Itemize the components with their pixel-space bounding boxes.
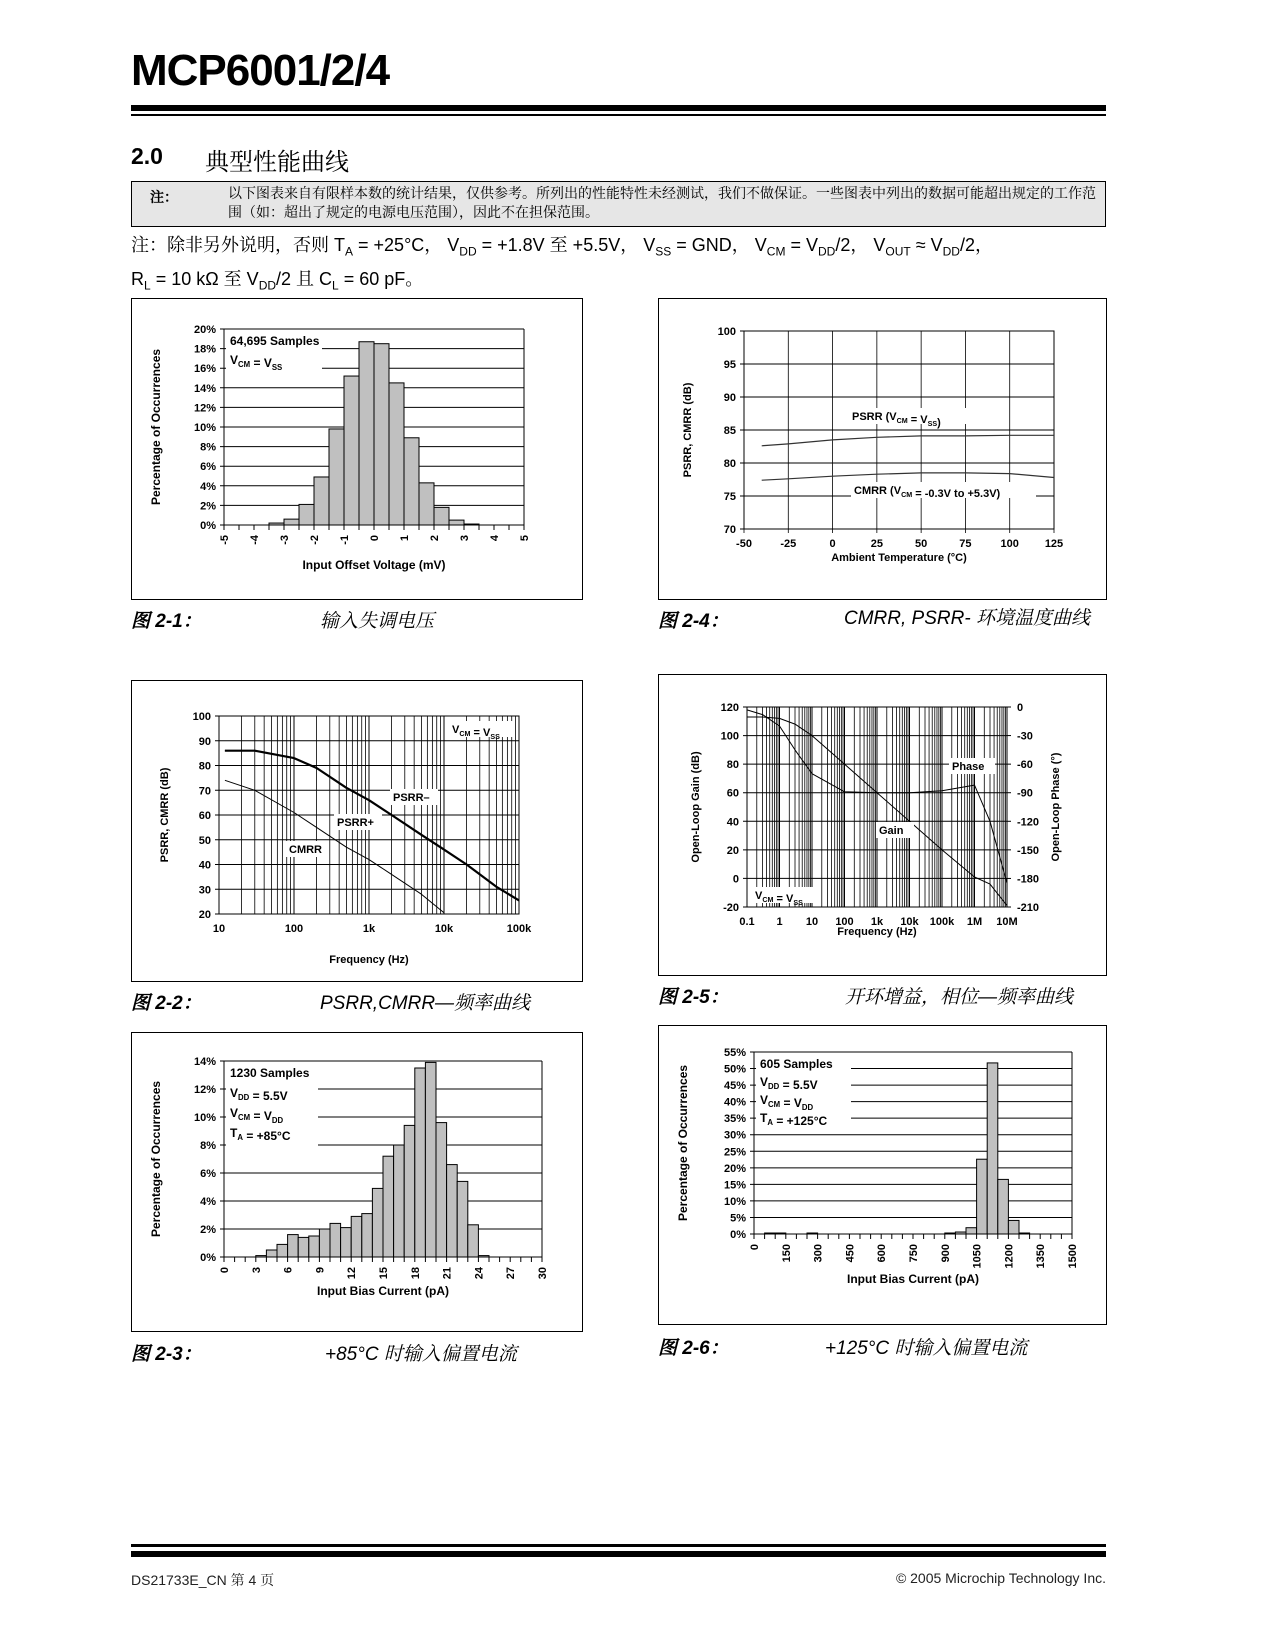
svg-text:TA = +125°C: $T_A = +125^\circ C$ <box>760 1111 828 1128</box>
svg-text:-60: -60 <box>1017 759 1033 772</box>
svg-text:50: 50 <box>915 538 928 550</box>
figure-2-5-label: 图 2-5： <box>658 987 729 1008</box>
svg-text:10k: 10k <box>434 923 454 935</box>
svg-text:-90: -90 <box>1017 787 1033 800</box>
header-rule-thick <box>131 105 1106 111</box>
svg-text:0: 0 <box>749 1244 761 1251</box>
svg-text:30: 30 <box>198 884 211 897</box>
chart-input-bias-85c <box>132 1033 582 1331</box>
svg-text:50%: 50% <box>723 1063 746 1076</box>
svg-text:-50: -50 <box>736 538 752 550</box>
test-conditions <box>131 232 1106 299</box>
conditions-line-1: 注：除非另外说明，否则 $T_A = +25^\circ C$， $V_{DD} = +1.8V$ 至 +5.5V， $V_{SS}$ = GND， $V_{CM} = V_{DD}/2$， $V_{OUT} \approx V_{DD}/2$， <box>131 235 993 259</box>
svg-text:0: 0 <box>369 535 381 542</box>
figure-2-2-label: 图 2-2： <box>131 993 202 1014</box>
note-text: 以下图表来自有限样本数的统计结果，仅供参考。所列出的性能特性未经测试，我们不做保证。一些图表中列出的数据可能超出规定的工作范围（如：超出了规定的电源电压范围），因此不在担保范围。 <box>228 186 1096 221</box>
svg-text:16%: 16% <box>193 363 216 376</box>
svg-text:1k: 1k <box>362 923 376 935</box>
svg-text:8%: 8% <box>200 1140 216 1152</box>
svg-text:5: 5 <box>519 535 531 542</box>
svg-text:9: 9 <box>314 1267 327 1274</box>
figure-2-6-caption: +125°C 时输入偏置电流 <box>825 1338 1028 1359</box>
svg-text:Percentage of Occurrences: Percentage of Occurrences <box>149 348 163 506</box>
svg-text:20%: 20% <box>723 1162 746 1175</box>
svg-text:Gain: Gain <box>879 825 904 837</box>
svg-text:-4: -4 <box>249 535 261 545</box>
footer-rule-thin <box>131 1544 1106 1547</box>
svg-text:4: 4 <box>489 535 501 542</box>
svg-text:-20: -20 <box>723 902 739 914</box>
svg-text:0: 0 <box>1017 702 1024 714</box>
svg-text:605 Samples: 605 Samples <box>760 1057 833 1071</box>
footer-rule-thick <box>131 1551 1106 1557</box>
svg-text:Percentage of Occurrences: Percentage of Occurrences <box>149 1080 163 1238</box>
svg-text:1200: 1200 <box>1003 1244 1016 1269</box>
svg-text:60: 60 <box>198 810 211 822</box>
svg-text:55%: 55% <box>723 1047 746 1059</box>
svg-text:450: 450 <box>844 1244 857 1263</box>
svg-text:Frequency (Hz): Frequency (Hz) <box>837 926 917 938</box>
svg-text:0%: 0% <box>200 520 216 532</box>
svg-text:750: 750 <box>908 1244 920 1263</box>
svg-text:VDD = 5.5V: $V_{DD} = 5.5V$ <box>760 1075 818 1092</box>
svg-text:1k: 1k <box>870 916 884 928</box>
chart-open-loop-gain-phase <box>659 675 1106 975</box>
svg-text:0: 0 <box>732 873 739 886</box>
svg-text:25: 25 <box>870 538 883 550</box>
svg-text:85: 85 <box>723 425 736 437</box>
svg-text:-3: -3 <box>279 535 291 545</box>
svg-text:VCM = VDD: $V_{CM} = V_{DD}$ <box>230 1106 284 1125</box>
svg-text:-30: -30 <box>1017 730 1033 743</box>
svg-text:20: 20 <box>726 844 739 857</box>
svg-text:4%: 4% <box>200 480 216 493</box>
svg-text:CMRR: CMRR <box>289 844 322 856</box>
svg-text:6%: 6% <box>200 461 216 474</box>
svg-text:6%: 6% <box>200 1168 216 1180</box>
svg-text:PSRR, CMRR (dB): PSRR, CMRR (dB) <box>682 382 694 478</box>
svg-text:VCM = VSS: $V_{CM} = V_{SS}$ <box>230 353 283 372</box>
chart-input-bias-125c <box>659 1026 1106 1324</box>
svg-text:64,695 Samples: 64,695 Samples <box>230 334 320 348</box>
svg-text:0.1: 0.1 <box>739 916 755 928</box>
svg-text:0%: 0% <box>730 1229 746 1241</box>
svg-text:6: 6 <box>282 1267 295 1274</box>
svg-text:-5: -5 <box>219 535 231 545</box>
svg-text:10: 10 <box>805 916 819 928</box>
svg-text:0%: 0% <box>200 1252 216 1264</box>
svg-text:100: 100 <box>1000 538 1019 550</box>
svg-text:TA = +85°C: $T_A = +85^\circ C$ <box>230 1126 291 1143</box>
svg-text:125: 125 <box>1044 538 1064 550</box>
svg-text:Input Bias Current (pA): Input Bias Current (pA) <box>847 1272 979 1286</box>
figure-2-3-label: 图 2-3： <box>131 1344 202 1365</box>
note-label: 注： <box>150 190 178 206</box>
svg-text:90: 90 <box>723 392 736 404</box>
svg-text:20%: 20% <box>193 324 216 336</box>
svg-text:300: 300 <box>812 1244 825 1263</box>
svg-text:100: 100 <box>720 730 739 743</box>
svg-text:40: 40 <box>726 816 739 829</box>
svg-text:70: 70 <box>723 524 736 536</box>
svg-text:12%: 12% <box>193 402 216 415</box>
svg-text:Input Bias Current (pA): Input Bias Current (pA) <box>317 1284 449 1298</box>
svg-text:Phase: Phase <box>952 761 985 773</box>
svg-text:14%: 14% <box>193 382 216 395</box>
figure-2-3-caption: +85°C 时输入偏置电流 <box>325 1344 517 1365</box>
svg-text:12: 12 <box>346 1267 359 1280</box>
conditions-line-2: $R_L = 10$ kΩ 至 $V_{DD}/2$ 且 $C_L = 60$ pF。 <box>131 268 424 293</box>
svg-text:150: 150 <box>780 1244 793 1263</box>
svg-text:10%: 10% <box>193 1112 216 1124</box>
svg-text:100k: 100k <box>929 916 955 928</box>
svg-text:20: 20 <box>198 909 211 921</box>
svg-text:90: 90 <box>198 735 211 748</box>
chart-psrr-cmrr-frequency <box>132 681 582 981</box>
svg-text:10k: 10k <box>900 916 919 928</box>
svg-text:10%: 10% <box>193 422 216 434</box>
svg-text:12%: 12% <box>193 1084 216 1096</box>
svg-text:PSRR+: PSRR+ <box>337 817 374 829</box>
svg-text:PSRR, CMRR (dB): PSRR, CMRR (dB) <box>159 767 171 863</box>
svg-text:4%: 4% <box>200 1196 216 1208</box>
svg-text:70: 70 <box>198 785 211 798</box>
svg-text:24: 24 <box>473 1267 486 1280</box>
svg-text:40: 40 <box>198 859 211 872</box>
svg-text:100k: 100k <box>506 923 532 935</box>
figure-2-2-frame <box>131 680 583 982</box>
figure-2-1-label: 图 2-1： <box>131 611 202 632</box>
svg-text:1M: 1M <box>966 916 983 928</box>
figure-2-1-caption: 输入失调电压 <box>320 611 435 632</box>
svg-text:-210: -210 <box>1017 902 1040 914</box>
svg-text:Input Offset Voltage (mV): Input Offset Voltage (mV) <box>302 558 446 572</box>
note-box <box>131 181 1106 227</box>
chart-input-offset-voltage <box>132 299 582 599</box>
svg-text:100: 100 <box>835 916 854 928</box>
svg-text:15%: 15% <box>723 1179 746 1192</box>
svg-text:3: 3 <box>459 535 471 542</box>
svg-text:10M: 10M <box>996 916 1018 928</box>
svg-text:25%: 25% <box>723 1146 746 1159</box>
svg-text:80: 80 <box>726 759 739 772</box>
svg-text:600: 600 <box>876 1244 889 1263</box>
section-title: 典型性能曲线 <box>205 148 349 176</box>
svg-text:5%: 5% <box>730 1212 746 1225</box>
footer-copyright: © 2005 Microchip Technology Inc. <box>895 1570 1106 1586</box>
svg-text:VCM = VDD: $V_{CM} = V_{DD}$ <box>760 1093 814 1112</box>
svg-text:Percentage of Occurrences: Percentage of Occurrences <box>676 1064 690 1222</box>
header-rule-thin <box>131 114 1106 116</box>
svg-text:15: 15 <box>378 1267 390 1280</box>
svg-text:2%: 2% <box>200 500 216 513</box>
figure-2-5-frame <box>658 674 1107 976</box>
svg-text:8%: 8% <box>200 441 216 454</box>
svg-text:-120: -120 <box>1017 816 1040 829</box>
svg-text:-180: -180 <box>1017 873 1040 886</box>
svg-text:27: 27 <box>505 1267 518 1280</box>
chart-cmrr-psrr-temperature <box>659 299 1106 599</box>
svg-text:0: 0 <box>829 538 836 550</box>
svg-text:100: 100 <box>717 326 736 338</box>
svg-text:1350: 1350 <box>1035 1244 1048 1269</box>
svg-text:-2: -2 <box>309 535 321 545</box>
svg-text:30: 30 <box>537 1267 549 1280</box>
svg-text:60: 60 <box>726 787 739 800</box>
svg-text:VDD = 5.5V: $V_{DD} = 5.5V$ <box>230 1086 288 1103</box>
svg-text:10%: 10% <box>723 1195 746 1208</box>
section-number: 2.0 <box>131 143 163 169</box>
svg-text:-1: -1 <box>339 535 351 545</box>
svg-text:3: 3 <box>250 1267 263 1274</box>
svg-text:18: 18 <box>409 1267 422 1280</box>
document-title: MCP6001/2/4 <box>131 46 390 95</box>
svg-text:120: 120 <box>720 702 739 714</box>
svg-text:95: 95 <box>723 359 736 371</box>
svg-text:18%: 18% <box>193 343 216 356</box>
svg-text:Frequency (Hz): Frequency (Hz) <box>329 954 409 966</box>
svg-text:VCM = VSS: $V_{CM} = V_{SS}$ <box>755 890 803 907</box>
svg-text:2: 2 <box>429 535 441 542</box>
svg-text:-25: -25 <box>780 538 797 550</box>
figure-2-6-label: 图 2-6： <box>658 1338 729 1359</box>
svg-text:80: 80 <box>198 760 211 773</box>
figure-2-1-frame <box>131 298 583 600</box>
svg-text:CMRR (VCM = -0.3V to +5.3V): CMRR ($V_{CM} = -0.3V$ to +5.3V) <box>854 485 1001 500</box>
svg-text:75: 75 <box>723 491 736 503</box>
figure-2-4-label: 图 2-4： <box>658 611 729 632</box>
figure-2-4-caption: CMRR, PSRR- 环境温度曲线 <box>844 608 1090 629</box>
svg-text:1: 1 <box>776 916 783 928</box>
figure-2-2-caption: PSRR,CMRR—频率曲线 <box>320 993 531 1014</box>
svg-text:900: 900 <box>939 1244 952 1263</box>
svg-text:2%: 2% <box>200 1224 216 1236</box>
footer-doc-id: DS21733E_CN 第 4 页 <box>131 1572 275 1588</box>
svg-text:75: 75 <box>959 538 972 550</box>
figure-2-6-frame <box>658 1025 1107 1325</box>
svg-text:Open-Loop Gain (dB): Open-Loop Gain (dB) <box>690 751 702 863</box>
svg-text:100: 100 <box>192 711 211 723</box>
svg-text:1: 1 <box>399 535 411 542</box>
svg-text:80: 80 <box>723 458 736 470</box>
svg-text:Open-Loop Phase (°): Open-Loop Phase (°) <box>1050 752 1062 862</box>
svg-text:10: 10 <box>212 923 226 935</box>
svg-text:50: 50 <box>198 834 211 847</box>
svg-text:35%: 35% <box>723 1113 746 1126</box>
svg-text:1050: 1050 <box>971 1244 984 1269</box>
figure-2-5-caption: 开环增益，相位—频率曲线 <box>845 987 1074 1008</box>
svg-text:21: 21 <box>441 1267 454 1280</box>
figure-2-3-frame <box>131 1032 583 1332</box>
svg-text:30%: 30% <box>723 1129 746 1142</box>
svg-text:Ambient Temperature (°C): Ambient Temperature (°C) <box>831 552 967 564</box>
svg-text:14%: 14% <box>193 1056 216 1068</box>
svg-text:100: 100 <box>284 923 304 935</box>
svg-text:1230 Samples: 1230 Samples <box>230 1066 310 1080</box>
svg-text:45%: 45% <box>723 1080 746 1093</box>
figure-2-4-frame <box>658 298 1107 600</box>
svg-text:PSRR (VCM = VSS): PSRR $(V_{CM} = V_{SS})$ <box>852 411 941 429</box>
svg-text:VCM = VSS: $V_{CM} = V_{SS}$ <box>452 724 500 741</box>
svg-text:1500: 1500 <box>1067 1244 1079 1269</box>
svg-text:-150: -150 <box>1017 844 1040 857</box>
svg-text:PSRR–: PSRR– <box>393 792 430 804</box>
svg-text:0: 0 <box>219 1267 231 1274</box>
svg-text:40%: 40% <box>723 1096 746 1109</box>
